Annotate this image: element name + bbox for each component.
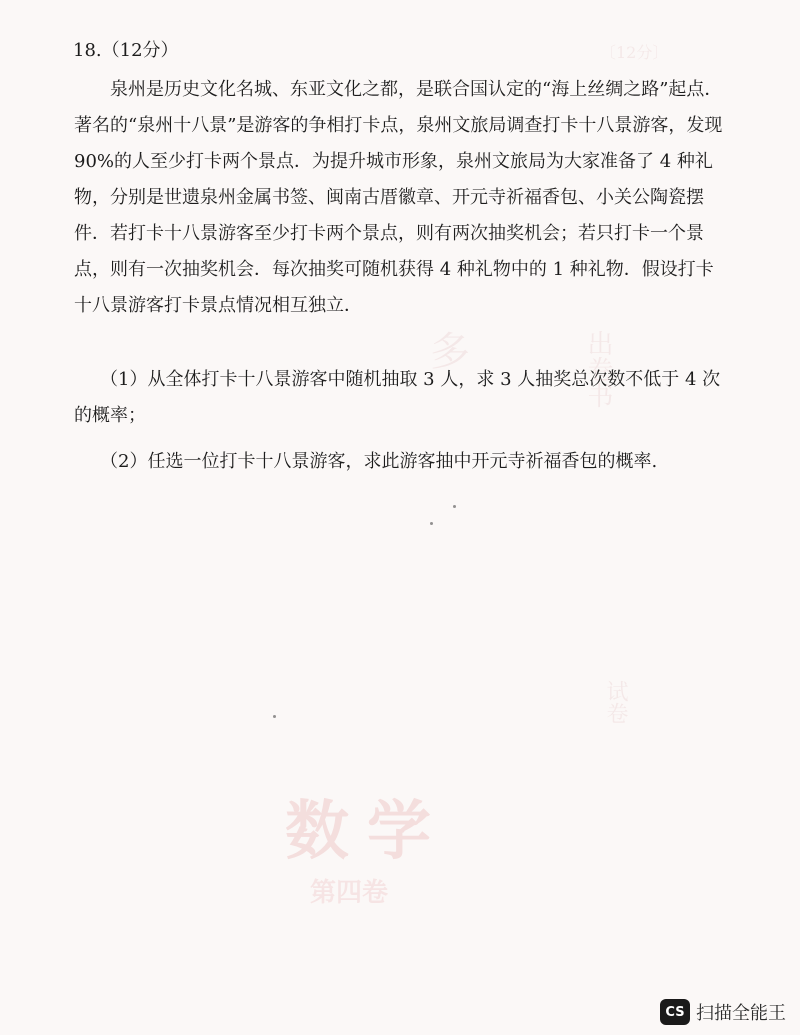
bleed-through-mark: 〔12分〕 [600, 43, 669, 62]
bleed-through-mark: 试卷 [603, 680, 628, 724]
watermark-subtitle: 第四卷 [310, 878, 389, 908]
question-stem: 泉州是历史文化名城、东亚文化之都，是联合国认定的“海上丝绸之路”起点．著名的“泉州十八景”是游客的争相打卡点，泉州文旅局调查打卡十八景游客，发现 90%的人至少打卡两个景点．为提升城市形象，泉州文旅局为大家准备了 4 种礼物，分别是世遗泉州金属书签、闽南古厝徽章、开元寺祈福香包、小关公陶瓷摆件．若打卡十八景游客至少打卡两个景点，则有两次抽奖机会；若只打卡一个景点，则有一次抽奖机会．每次抽奖可随机获得 4 种礼物中的 1 种礼物．假设打卡十八景游客打卡景点情况相互独立． [74, 79, 723, 316]
question-number: 18. [73, 40, 102, 61]
scan-speck [430, 522, 433, 525]
watermark-title: 数学 [285, 795, 449, 869]
camscanner-icon: CS [660, 999, 690, 1025]
bleed-through-mark: 出卷书 [583, 330, 613, 408]
question-header [73, 36, 179, 62]
sub-question-2: （2）任选一位打卡十八景游客，求此游客抽中开元寺祈福香包的概率. [100, 451, 658, 472]
scanner-badge [660, 999, 786, 1025]
scan-speck [273, 715, 276, 718]
scanner-badge-label: 扫描全能王 [696, 1003, 786, 1024]
bleed-through-mark: 多 [430, 329, 470, 375]
sub-question-1: （1）从全体打卡十八景游客中随机抽取 3 人，求 3 人抽奖总次数不低于 4 次的概率； [74, 369, 721, 426]
scan-speck [453, 505, 456, 508]
question-points: （12分） [101, 40, 179, 61]
